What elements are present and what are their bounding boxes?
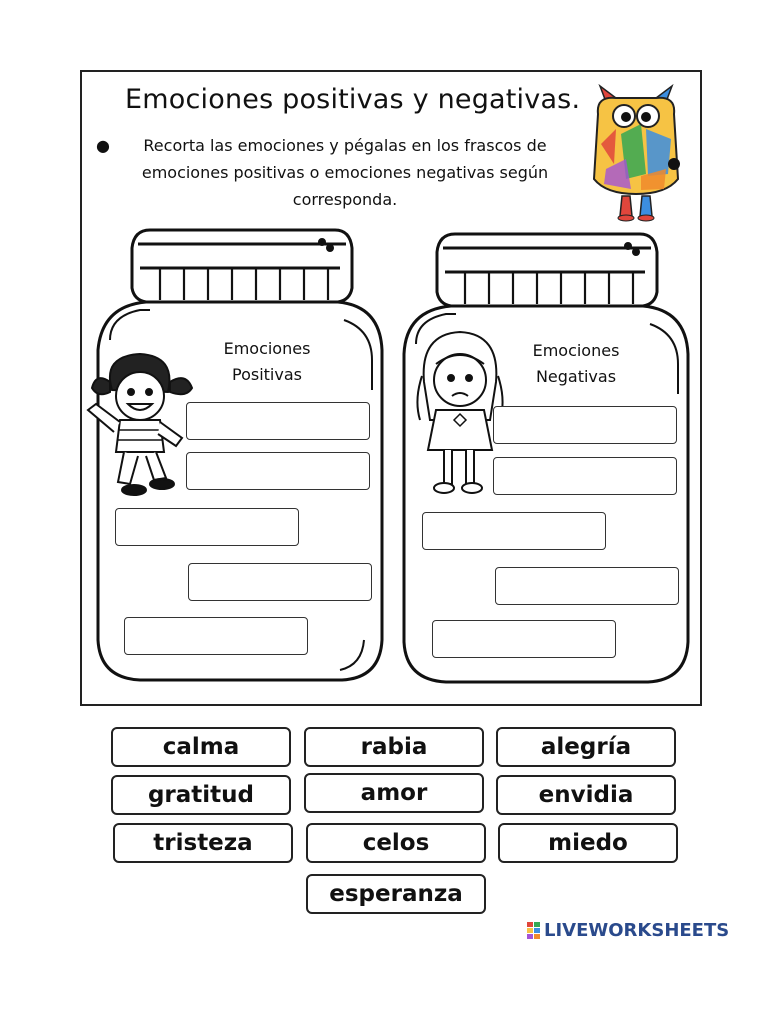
worksheet-title: Emociones positivas y negativas. <box>125 84 581 115</box>
bullet-icon: ● <box>96 136 110 155</box>
sad-child-icon <box>417 332 502 493</box>
positive-slot[interactable] <box>124 617 308 655</box>
negative-label-line1: Emociones <box>532 341 620 360</box>
word-card-calma[interactable]: calma <box>111 727 291 767</box>
liveworksheets-brand <box>527 920 729 941</box>
negative-slot[interactable] <box>432 620 616 658</box>
negative-slot[interactable] <box>422 512 606 550</box>
happy-child-icon <box>88 354 192 495</box>
positive-label-line2: Positivas <box>232 365 302 384</box>
word-card-alegria[interactable]: alegría <box>496 727 676 767</box>
word-card-celos[interactable]: celos <box>306 823 486 863</box>
negative-slot[interactable] <box>493 457 677 495</box>
word-card-miedo[interactable]: miedo <box>498 823 678 863</box>
negative-jar-label <box>506 338 646 390</box>
positive-label-line1: Emociones <box>223 339 311 358</box>
positive-slot[interactable] <box>186 402 370 440</box>
negative-label-line2: Negativas <box>535 367 617 386</box>
word-card-gratitud[interactable]: gratitud <box>111 775 291 815</box>
positive-jar-label <box>197 336 337 388</box>
negative-slot[interactable] <box>493 406 677 444</box>
word-card-amor[interactable]: amor <box>304 773 484 813</box>
brand-name: LIVEWORKSHEETS <box>544 920 730 941</box>
word-card-envidia[interactable]: envidia <box>496 775 676 815</box>
liveworksheets-logo-icon <box>527 922 541 940</box>
word-card-tristeza[interactable]: tristeza <box>113 823 293 863</box>
word-card-esperanza[interactable]: esperanza <box>306 874 486 914</box>
positive-slot[interactable] <box>188 563 372 601</box>
positive-slot[interactable] <box>115 508 299 546</box>
instruction-body: Recorta las emociones y pégalas en los frascos de emociones positivas o emociones negativas según corresponda. <box>141 136 549 209</box>
word-card-rabia[interactable]: rabia <box>304 727 484 767</box>
negative-slot[interactable] <box>495 567 679 605</box>
positive-slot[interactable] <box>186 452 370 490</box>
